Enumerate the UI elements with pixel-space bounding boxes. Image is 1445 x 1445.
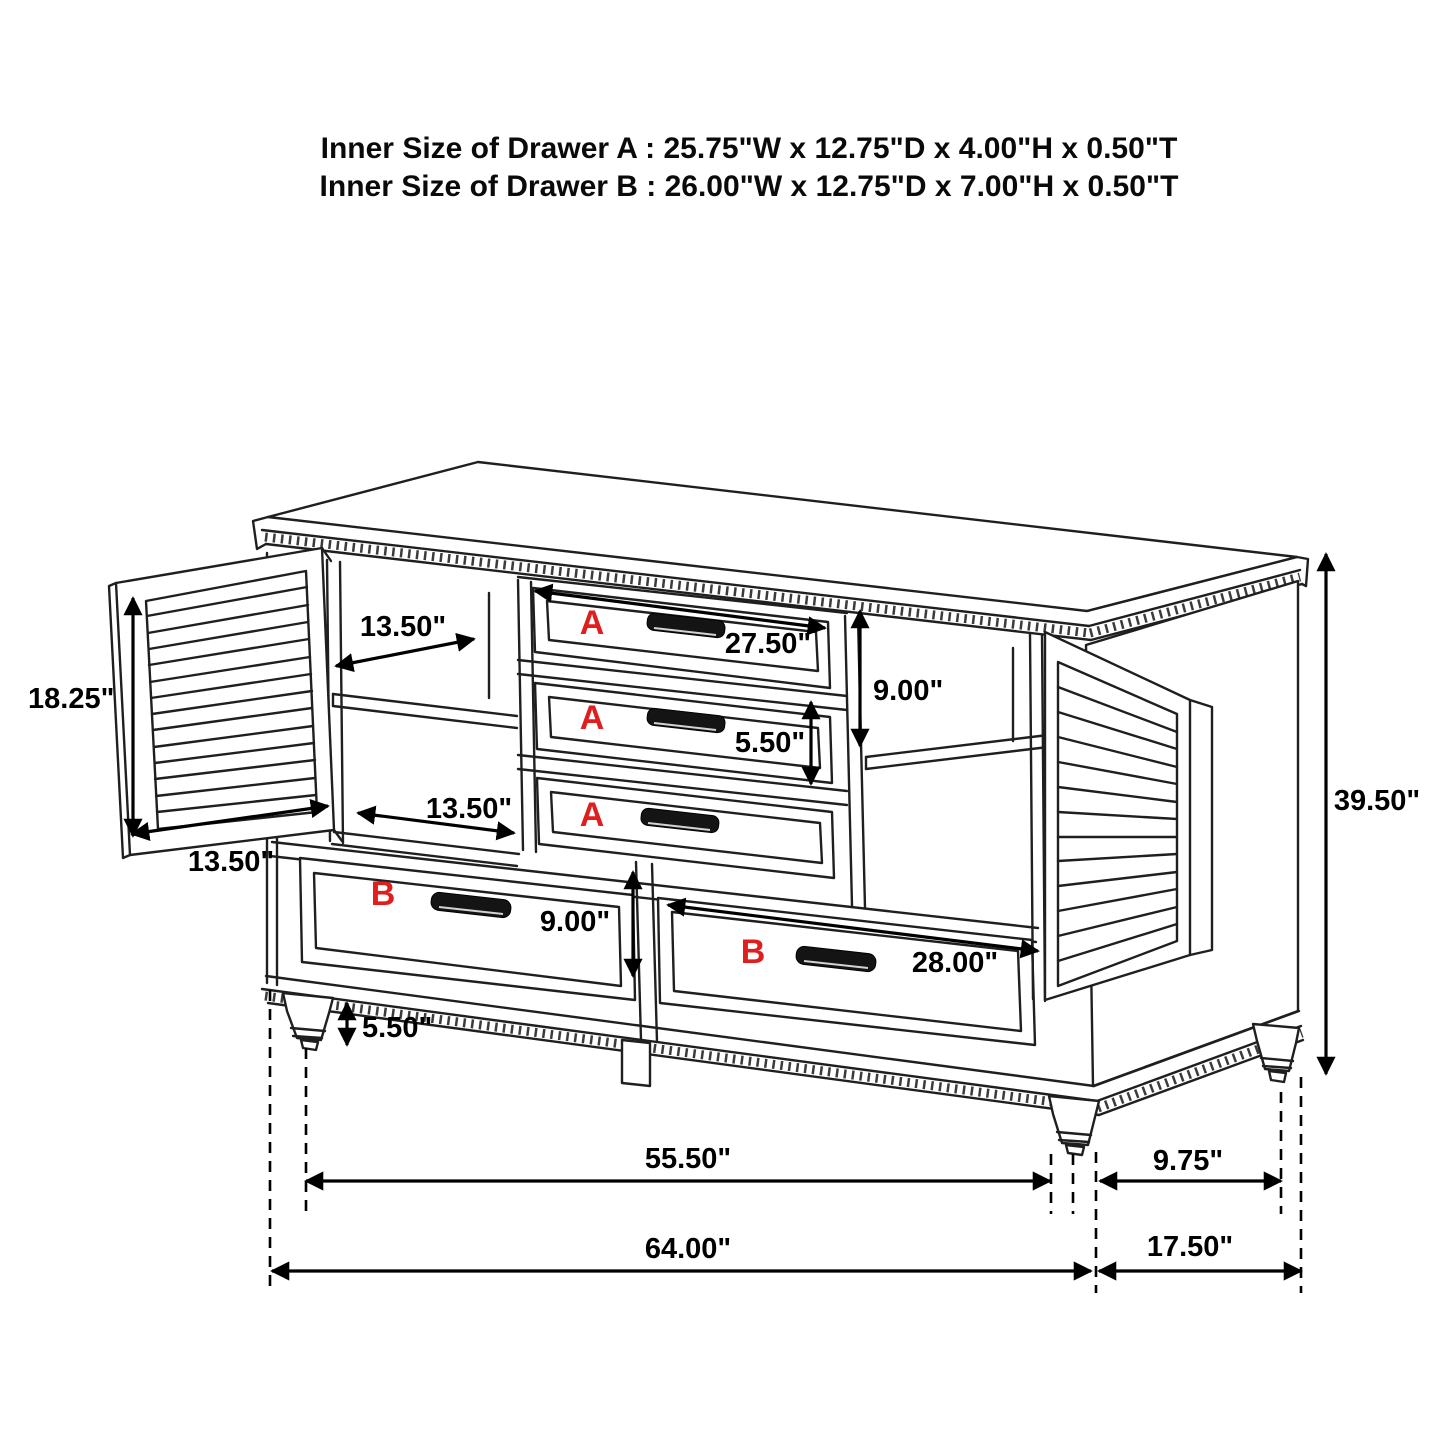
title-line-2: Inner Size of Drawer B : 26.00"W x 12.75"D x 7.00"H x 0.50"T (319, 170, 1179, 203)
dim-side-depth-label: 9.75" (1152, 1145, 1224, 1177)
right-shelf (866, 735, 1048, 757)
dim-door-height-label: 18.25" (28, 683, 115, 715)
dim-drawer-b-width-label: 28.00" (911, 947, 999, 979)
dim-right-opening-height-label: 9.00" (873, 675, 944, 707)
title-line-1: Inner Size of Drawer A : 25.75"W x 12.75"D x 4.00"H x 0.50"T (320, 132, 1178, 165)
front-right-foot (1049, 1096, 1099, 1155)
back-right-foot (1253, 1024, 1299, 1082)
dim-drawer-a-width-label: 27.50" (724, 628, 812, 660)
dim-drawer-a-face-height-label: 5.50" (734, 727, 806, 759)
middle-leg (622, 1040, 650, 1086)
label-drawer-a-middle: A (579, 699, 605, 737)
dim-drawer-b-face-height-label: 9.00" (539, 906, 611, 938)
front-left-foot (283, 993, 333, 1050)
dim-overall-height (1326, 554, 1420, 1074)
dim-front-width-label: 55.50" (644, 1143, 732, 1175)
drawing-title (320, 132, 1179, 203)
dim-overall-depth-label: 17.50" (1146, 1231, 1234, 1263)
dim-side-depth (1100, 1145, 1281, 1181)
dim-upper-shelf-depth (336, 611, 474, 666)
left-louvered-door (109, 548, 342, 858)
dim-lower-shelf-depth (358, 793, 514, 833)
label-drawer-b-left: B (370, 875, 396, 913)
label-drawer-a-bottom: A (579, 796, 605, 834)
dim-front-width (306, 1143, 1050, 1181)
dim-overall-height-label: 39.50" (1333, 785, 1421, 817)
dim-right-opening-height (860, 611, 943, 746)
dim-door-height (28, 598, 133, 836)
label-drawer-b-right: B (740, 933, 766, 971)
dim-upper-shelf-depth-label: 13.50" (359, 611, 447, 643)
dim-door-width-label: 13.50" (187, 846, 275, 878)
dim-overall-width (272, 1233, 1091, 1271)
dim-lower-shelf-depth-label: 13.50" (425, 793, 513, 825)
label-drawer-a-top: A (579, 604, 605, 642)
dim-overall-depth (1099, 1231, 1301, 1271)
dim-foot-height-label: 5.50" (362, 1012, 433, 1044)
dim-overall-width-label: 64.00" (644, 1233, 732, 1265)
